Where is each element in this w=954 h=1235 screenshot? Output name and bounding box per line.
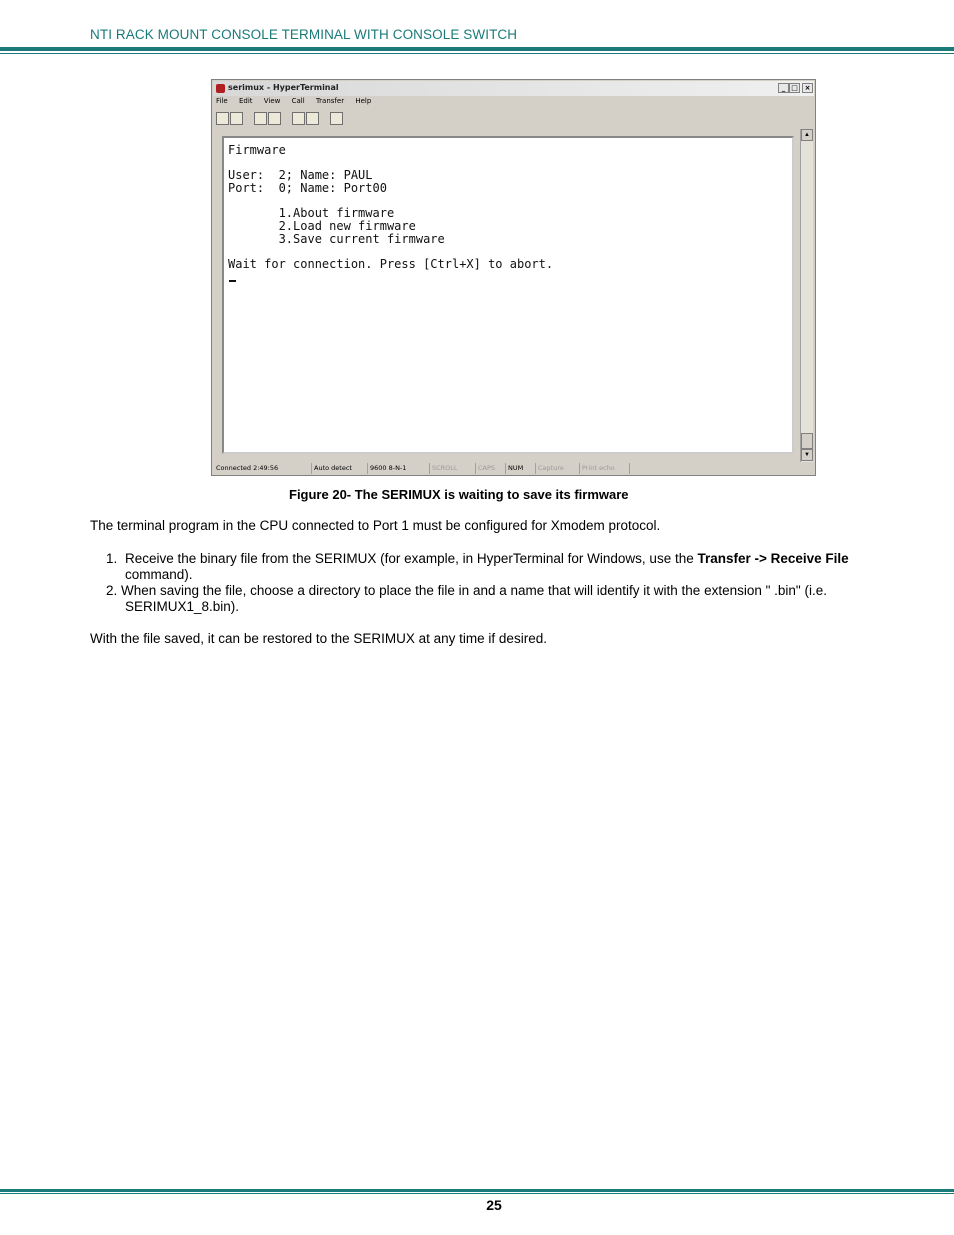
terminal-cursor (229, 280, 236, 282)
footer-rule-thick (0, 1189, 954, 1192)
scroll-down-arrow-icon[interactable]: ▼ (801, 449, 813, 461)
menu-help[interactable]: Help (355, 97, 372, 105)
scroll-up-arrow-icon[interactable]: ▲ (801, 129, 813, 141)
status-bar (214, 463, 813, 475)
step-number: 2. (106, 583, 118, 598)
hyperterminal-screenshot (211, 79, 816, 476)
terminal-line: 1.About firmware (228, 206, 395, 220)
step-2 (106, 583, 906, 617)
minimize-button[interactable]: _ (778, 83, 789, 93)
intro-paragraph: The terminal program in the CPU connected to Port 1 must be configured for Xmodem protocol. (90, 518, 661, 533)
step-1 (106, 551, 906, 585)
status-print-echo: Print echo (580, 463, 630, 474)
menu-file[interactable]: File (216, 97, 228, 105)
terminal-line: Wait for connection. Press [Ctrl+X] to abort. (228, 257, 554, 271)
header-rule-thick (0, 47, 954, 51)
open-icon[interactable] (230, 112, 243, 125)
vertical-scrollbar[interactable] (800, 129, 813, 462)
status-caps: CAPS (476, 463, 506, 474)
status-connected: Connected 2:49:56 (214, 463, 312, 474)
status-capture: Capture (536, 463, 580, 474)
status-num: NUM (506, 463, 536, 474)
maximize-button[interactable]: □ (789, 83, 800, 93)
header-title: NTI RACK MOUNT CONSOLE TERMINAL WITH CONSOLE SWITCH (90, 27, 518, 42)
close-button[interactable]: × (802, 83, 813, 93)
new-icon[interactable] (216, 112, 229, 125)
send-icon[interactable] (292, 112, 305, 125)
menu-path: Transfer -> Receive File (697, 551, 849, 566)
step-text-continued: SERIMUX1_8.bin). (125, 599, 240, 614)
disconnect-icon[interactable] (268, 112, 281, 125)
step-number: 1. (106, 551, 118, 566)
terminal-line: Port: 0; Name: Port00 (228, 181, 387, 195)
receive-icon[interactable] (306, 112, 319, 125)
figure-caption: Figure 20- The SERIMUX is waiting to save its firmware (289, 487, 629, 502)
header-rule-thin (0, 53, 954, 54)
properties-icon[interactable] (330, 112, 343, 125)
window-titlebar (213, 81, 814, 96)
hyperterminal-app-icon (216, 84, 225, 93)
footer-rule-thin (0, 1193, 954, 1194)
closing-paragraph: With the file saved, it can be restored to the SERIMUX at any time if desired. (90, 631, 547, 646)
terminal-screen[interactable] (222, 136, 794, 454)
step-text-continued: command). (125, 567, 193, 582)
terminal-line: User: 2; Name: PAUL (228, 168, 373, 182)
terminal-line: Firmware (228, 143, 286, 157)
menu-view[interactable]: View (263, 97, 281, 105)
menu-transfer[interactable]: Transfer (315, 97, 345, 105)
page-number: 25 (486, 1197, 502, 1213)
status-scroll: SCROLL (430, 463, 476, 474)
step-text: Receive the binary file from the SERIMUX (for example, in HyperTerminal for Windows, use the Transfer -> Receive File (125, 551, 849, 566)
terminal-line: 3.Save current firmware (228, 232, 445, 246)
menu-bar (216, 97, 380, 109)
terminal-line: 2.Load new firmware (228, 219, 416, 233)
status-settings: 9600 8-N-1 (368, 463, 430, 474)
menu-edit[interactable]: Edit (238, 97, 253, 105)
window-title: serimux - HyperTerminal (228, 83, 339, 92)
menu-call[interactable]: Call (291, 97, 305, 105)
connect-icon[interactable] (254, 112, 267, 125)
status-detect: Auto detect (312, 463, 368, 474)
step-text: When saving the file, choose a directory to place the file in and a name that will identify it with the extension " .bin" (i.e. (121, 583, 827, 598)
scrollbar-thumb[interactable] (801, 433, 813, 449)
